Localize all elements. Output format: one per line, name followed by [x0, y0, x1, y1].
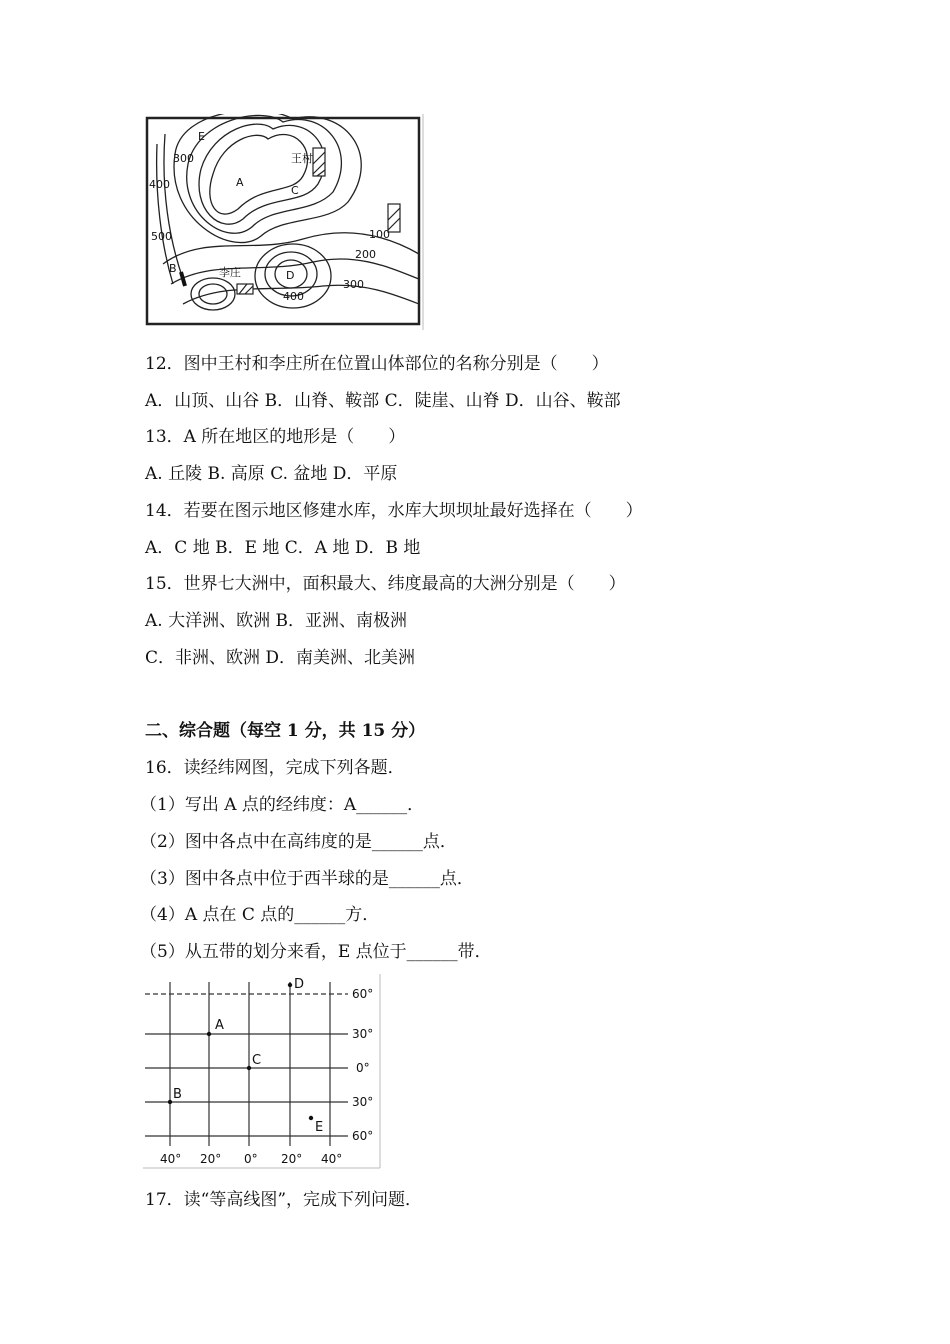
label-e: E [198, 130, 205, 143]
section2-heading: 二、综合题（每空 1 分，共 15 分） [145, 721, 426, 741]
q17-stem: 17．读“等高线图”，完成下列问题． [145, 1190, 423, 1210]
q15-stem: 15．世界七大洲中，面积最大、纬度最高的大洲分别是（ ） [145, 574, 626, 594]
lat-lon-grid-map [143, 974, 383, 1170]
lat-label-30s: 30° [352, 1095, 374, 1109]
contour-400-bottom: 400 [283, 290, 304, 303]
grid-point-e: E [315, 1120, 324, 1135]
grid-point-d: D [294, 977, 305, 992]
q16-sub-5: （5）从五带的划分来看，E 点位于______带． [140, 942, 492, 962]
contour-100-right: 100 [369, 228, 390, 241]
q13-stem: 13．A 所在地区的地形是（ ） [145, 427, 406, 447]
q12-options: A．山顶、山谷 B．山脊、鞍部 C．陡崖、山脊 D．山谷、鞍部 [145, 391, 621, 411]
label-b: B [169, 262, 177, 275]
grid-point-b: B [173, 1087, 182, 1102]
q16-sub-2: （2）图中各点中在高纬度的是______点． [140, 832, 457, 852]
q14-options: A．C 地 B．E 地 C．A 地 D．B 地 [145, 538, 421, 558]
grid-point-c: C [252, 1053, 262, 1068]
contour-300-right: 300 [343, 278, 364, 291]
q16-stem: 16．读经纬网图，完成下列各题． [145, 758, 405, 778]
q16-sub-1: （1）写出 A 点的经纬度：A______． [140, 795, 425, 815]
label-d: D [286, 269, 295, 282]
contour-300-top: 300 [173, 152, 194, 165]
lat-label-30n: 30° [352, 1027, 374, 1041]
lon-label-40e: 40° [321, 1152, 343, 1166]
q16-sub-4: （4）A 点在 C 点的______方． [140, 905, 380, 925]
lat-label-0: 0° [356, 1061, 370, 1075]
lat-label-60s: 60° [352, 1129, 374, 1143]
label-lizhuang: 李庄 [219, 266, 241, 279]
q13-options: A. 丘陵 B. 高原 C. 盆地 D．平原 [145, 464, 398, 484]
lon-label-20e: 20° [281, 1152, 303, 1166]
q12-stem: 12．图中王村和李庄所在位置山体部位的名称分别是（ ） [145, 354, 609, 374]
contour-map [143, 114, 425, 330]
label-c: C [291, 184, 299, 197]
lon-label-0: 0° [244, 1152, 258, 1166]
q16-sub-3: （3）图中各点中位于西半球的是______点． [140, 869, 474, 889]
label-a: A [236, 176, 244, 189]
q14-stem: 14．若要在图示地区修建水库，水库大坝坝址最好选择在（ ） [145, 501, 643, 521]
lat-label-60n: 60° [352, 987, 374, 1001]
lon-label-40w: 40° [160, 1152, 182, 1166]
q15-options-1: A. 大洋洲、欧洲 B．亚洲、南极洲 [145, 611, 407, 631]
grid-point-a: A [215, 1018, 224, 1033]
contour-400-left: 400 [149, 178, 170, 191]
contour-500-left: 500 [151, 230, 172, 243]
label-wangcun: 王村 [291, 152, 313, 165]
q15-options-2: C．非洲、欧洲 D．南美洲、北美洲 [145, 648, 416, 668]
contour-200-right: 200 [355, 248, 376, 261]
lon-label-20w: 20° [200, 1152, 222, 1166]
